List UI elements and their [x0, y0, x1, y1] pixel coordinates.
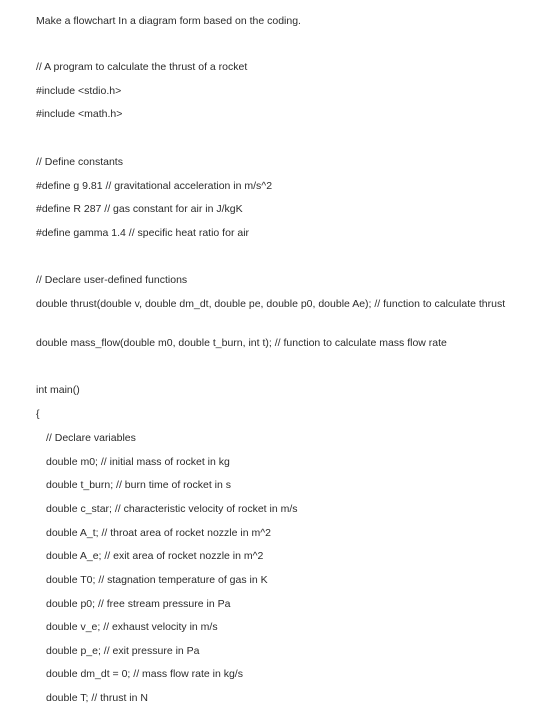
define-r: #define R 287 // gas constant for air in J/kgK: [36, 203, 243, 215]
question-text: Make a flowchart In a diagram form based on the coding.: [36, 15, 301, 27]
include-math: #include <math.h>: [36, 108, 123, 120]
var-c-star: double c_star; // characteristic velocity of rocket in m/s: [46, 503, 298, 515]
define-gamma: #define gamma 1.4 // specific heat ratio for air: [36, 227, 250, 239]
var-dm-dt: double dm_dt = 0; // mass flow rate in kg/s: [46, 668, 243, 680]
var-m0: double m0; // initial mass of rocket in kg: [46, 456, 230, 468]
constants-comment: // Define constants: [36, 156, 123, 168]
open-brace: {: [36, 408, 40, 420]
variables-comment: // Declare variables: [46, 432, 136, 444]
var-a-e: double A_e; // exit area of rocket nozzle in m^2: [46, 550, 264, 562]
var-p0: double p0; // free stream pressure in Pa: [46, 598, 231, 610]
header-comment: // A program to calculate the thrust of a rocket: [36, 61, 248, 73]
main-signature: int main(): [36, 384, 80, 396]
var-t: double T; // thrust in N: [46, 692, 148, 704]
define-g: #define g 9.81 // gravitational acceleration in m/s^2: [36, 180, 273, 192]
thrust-declaration: double thrust(double v, double dm_dt, double pe, double p0, double Ae); // function to calculate thrust: [36, 298, 506, 310]
var-t-burn: double t_burn; // burn time of rocket in s: [46, 479, 232, 491]
mass-flow-declaration: double mass_flow(double m0, double t_burn, int t); // function to calculate mass flow rate: [36, 337, 447, 349]
var-p-e: double p_e; // exit pressure in Pa: [46, 645, 200, 657]
var-t0: double T0; // stagnation temperature of gas in K: [46, 574, 268, 586]
functions-comment: // Declare user-defined functions: [36, 274, 188, 286]
include-stdio: #include <stdio.h>: [36, 85, 122, 97]
var-a-t: double A_t; // throat area of rocket nozzle in m^2: [46, 527, 271, 539]
var-v-e: double v_e; // exhaust velocity in m/s: [46, 621, 218, 633]
